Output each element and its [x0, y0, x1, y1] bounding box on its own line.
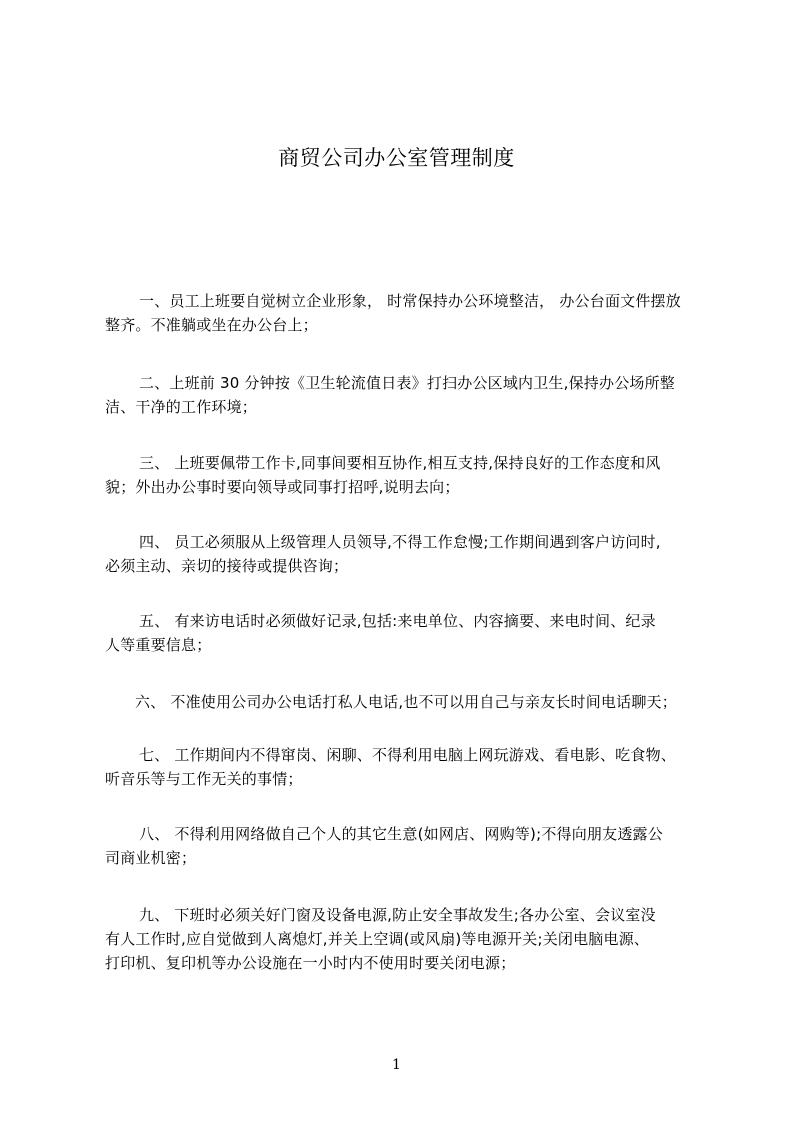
- paragraph-7: [105, 743, 705, 791]
- paragraph-line: 六、 不准使用公司办公电话打私人电话,也不可以用自己与亲友长时间电话聊天；: [135, 693, 677, 711]
- paragraph-line: 九、 下班时必须关好门窗及设备电源,防止安全事故发生;各办公室、会议室没: [139, 906, 656, 924]
- page-number: 1: [392, 1057, 401, 1073]
- paragraph-line: 八、 不得利用网络做自己个人的其它生意(如网店、网购等);不得向朋友透露公: [139, 825, 663, 843]
- paragraph-line: 二、上班前 30 分钟按《卫生轮流值日表》打扫办公区域内卫生,保持办公场所整: [139, 374, 675, 392]
- paragraph-6: [105, 690, 705, 714]
- paragraph-8: [105, 822, 705, 870]
- paragraph-5: [105, 609, 705, 657]
- paragraph-line: 打印机、复印机等办公设施在一小时内不使用时要关闭电源；: [105, 954, 516, 972]
- paragraph-4: [105, 530, 705, 578]
- paragraph-line: 四、 员工必须服从上级管理人员领导,不得工作怠慢;工作期间遇到客户访问时,: [139, 533, 661, 551]
- paragraph-3: [105, 451, 705, 499]
- paragraph-line: 七、 工作期间内不得窜岗、闲聊、不得利用电脑上网玩游戏、看电影、吃食物、: [139, 746, 676, 764]
- paragraph-line: 洁、干净的工作环境；: [105, 398, 258, 416]
- paragraph-line: 三、 上班要佩带工作卡,同事间要相互协作,相互支持,保持良好的工作态度和风: [139, 454, 661, 472]
- paragraph-line: 必须主动、亲切的接待或提供咨询；: [105, 557, 349, 575]
- paragraph-1: [105, 289, 705, 337]
- paragraph-line: 整齐。不准躺或坐在办公台上；: [105, 316, 318, 334]
- paragraph-line: 司商业机密；: [105, 849, 197, 867]
- document-title: 商贸公司办公室管理制度: [278, 146, 515, 170]
- paragraph-9: [105, 903, 705, 975]
- paragraph-line: 有人工作时,应自觉做到人离熄灯,并关上空调(或风扇)等电源开关;关闭电脑电源、: [105, 930, 650, 948]
- paragraph-line: 一、员工上班要自觉树立企业形象， 时常保持办公环境整洁， 办公台面文件摆放: [139, 292, 681, 310]
- paragraph-line: 貌；外出办公事时要向领导或同事打招呼,说明去向；: [105, 478, 460, 496]
- paragraph-2: [105, 371, 705, 419]
- paragraph-line: 五、 有来访电话时必须做好记录,包括:来电单位、内容摘要、来电时间、纪录: [139, 612, 656, 630]
- paragraph-line: 人等重要信息；: [105, 636, 212, 654]
- paragraph-line: 听音乐等与工作无关的事情；: [105, 770, 303, 788]
